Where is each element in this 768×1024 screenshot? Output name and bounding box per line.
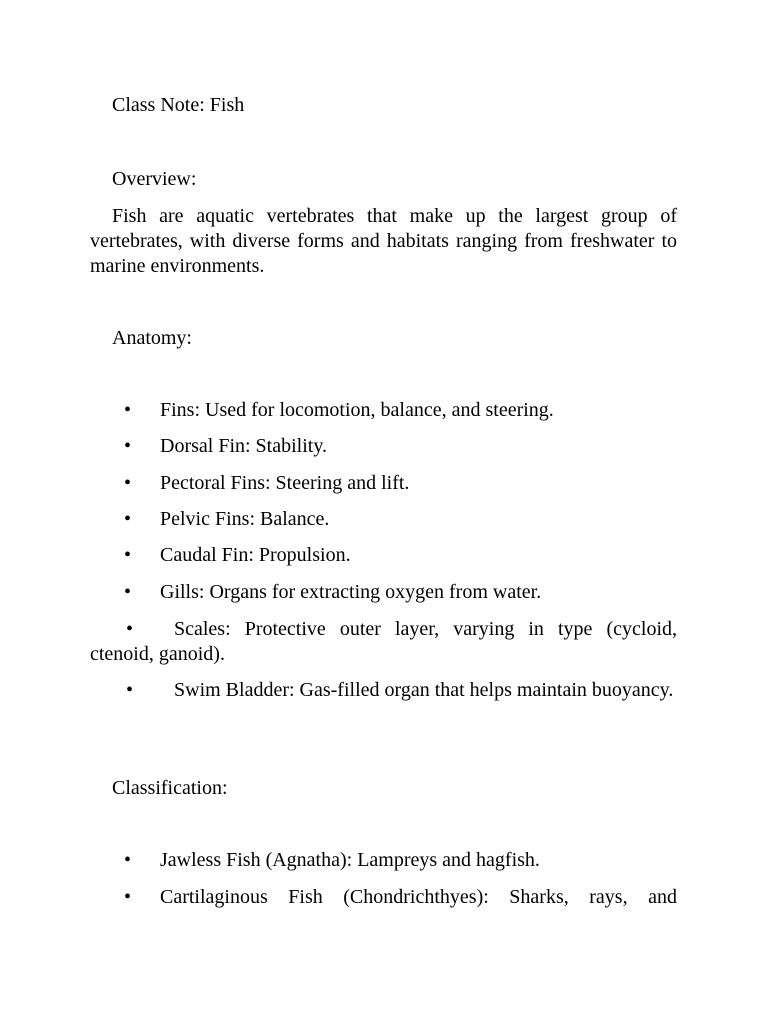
anatomy-item-swim-bladder <box>90 678 677 703</box>
bullet-marker: • <box>124 435 132 457</box>
list-item-text: Jawless Fish (Agnatha): Lampreys and hagfish. <box>160 849 540 871</box>
classification-item-cartilaginous-fish <box>90 885 677 910</box>
list-item-text: Scales: Protective outer layer, varying in type (cycloid, ctenoid, ganoid). <box>90 618 677 665</box>
overview-paragraph: Fish are aquatic vertebrates that make up the largest group of vertebrates, with diverse forms and habitats ranging from freshwater to marine environments. <box>90 205 677 277</box>
bullet-marker: • <box>124 544 132 566</box>
list-item-text: Pelvic Fins: Balance. <box>160 508 330 530</box>
bullet-marker: • <box>124 849 132 871</box>
list-item-text: Fins: Used for locomotion, balance, and steering. <box>160 399 554 421</box>
anatomy-item-scales <box>90 617 677 667</box>
bullet-marker: • <box>124 399 132 421</box>
anatomy-heading: Anatomy: <box>112 327 192 349</box>
bullet-marker: • <box>124 581 132 603</box>
overview-heading: Overview: <box>112 168 197 190</box>
list-item-text: Cartilaginous Fish (Chondrichthyes): Sharks, rays, and <box>160 886 677 908</box>
list-item-text: Caudal Fin: Propulsion. <box>160 544 351 566</box>
bullet-marker: • <box>126 679 134 701</box>
bullet-marker: • <box>124 886 132 908</box>
bullet-marker: • <box>124 508 132 530</box>
bullet-marker: • <box>126 618 134 640</box>
classification-heading: Classification: <box>112 777 228 799</box>
list-item-text: Gills: Organs for extracting oxygen from water. <box>160 581 542 603</box>
list-item-text: Dorsal Fin: Stability. <box>160 435 328 457</box>
bullet-marker: • <box>124 472 132 494</box>
list-item-text: Swim Bladder: Gas-filled organ that helps maintain buoyancy. <box>174 679 674 701</box>
list-item-text: Pectoral Fins: Steering and lift. <box>160 472 410 494</box>
page-title: Class Note: Fish <box>112 94 245 116</box>
